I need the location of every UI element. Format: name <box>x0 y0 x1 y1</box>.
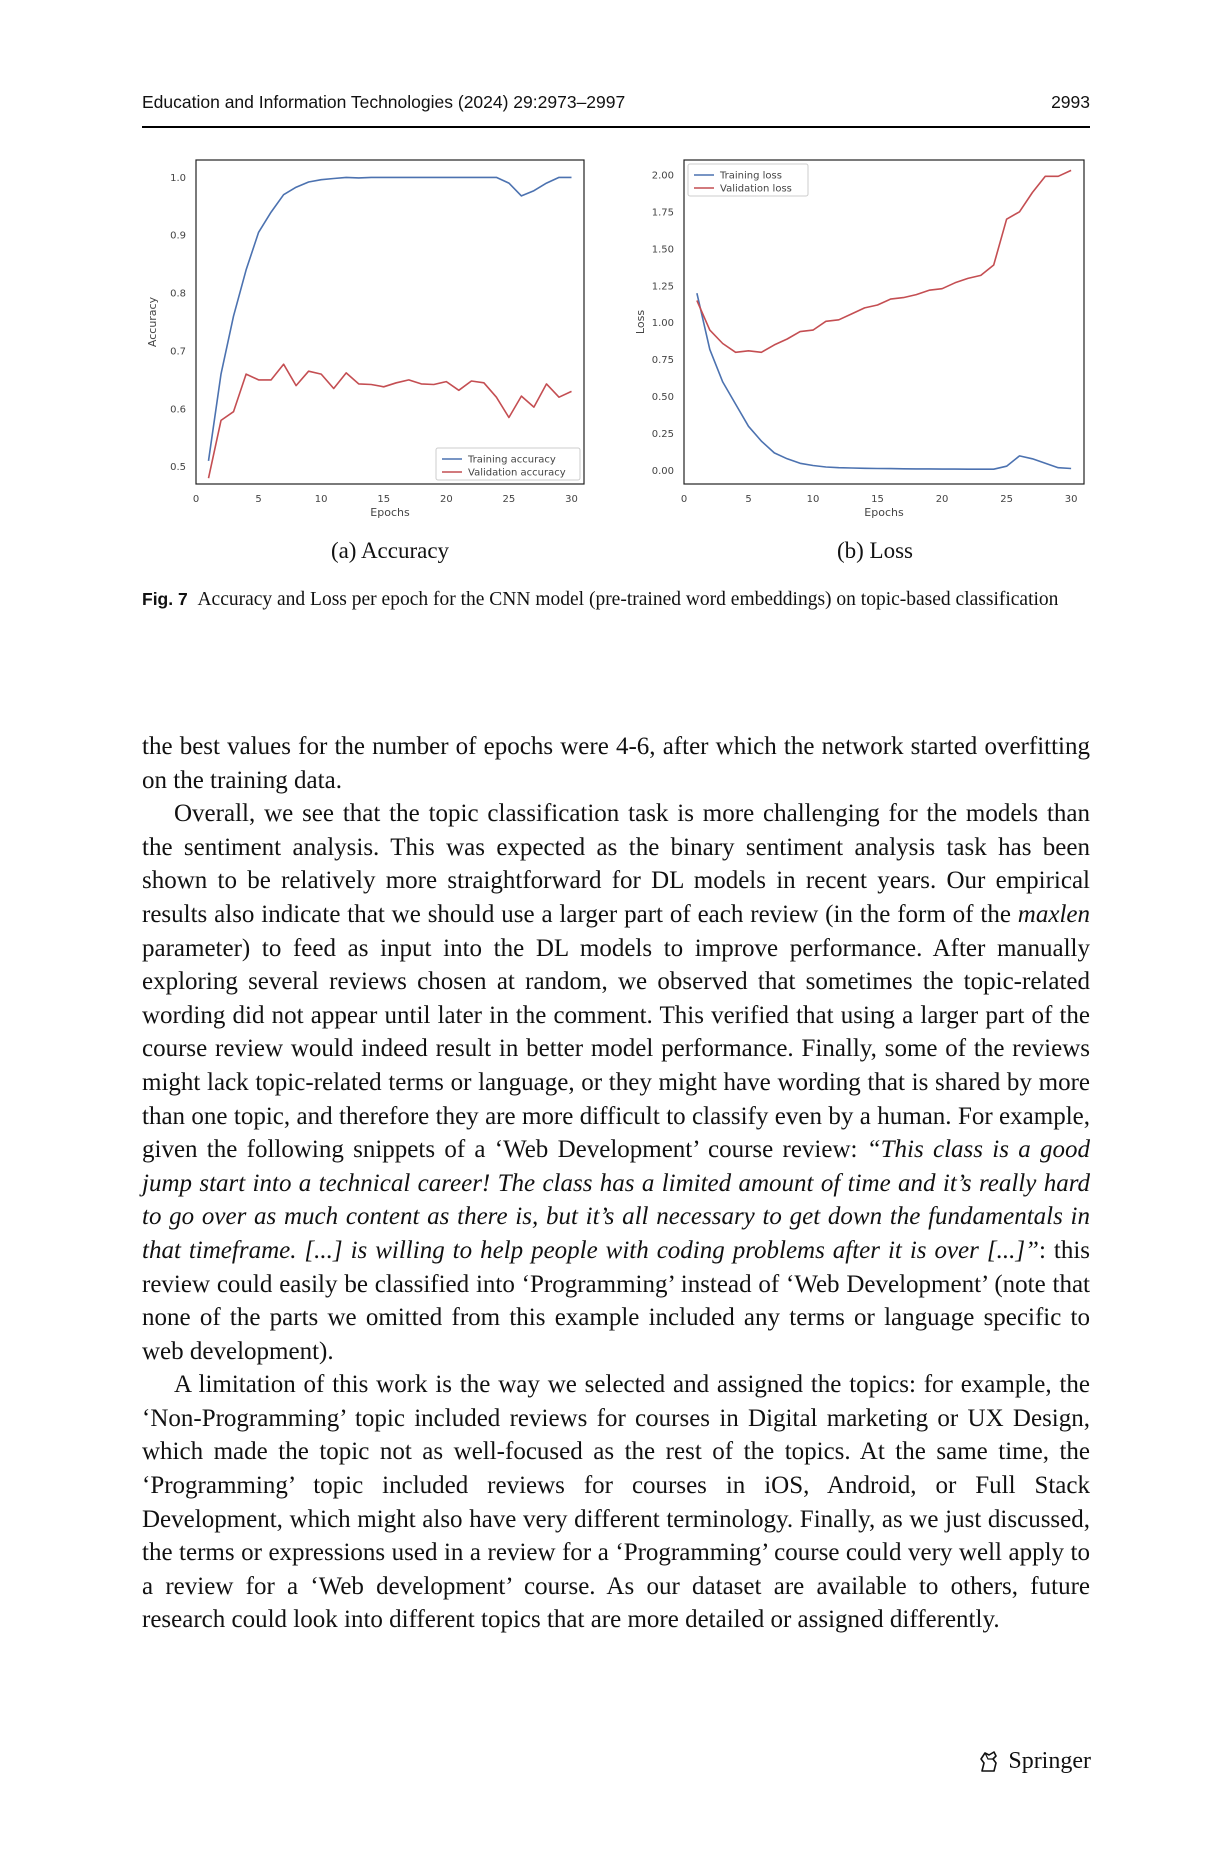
publisher-footer <box>976 1748 1091 1775</box>
y-tick-label: 1.0 <box>170 172 186 184</box>
journal-citation: Education and Information Technologies (2024) 29:2973–2997 <box>142 92 626 112</box>
plot-frame <box>196 160 584 484</box>
x-tick-label: 20 <box>439 494 453 505</box>
accuracy-chart <box>142 152 590 532</box>
paragraph-2-part-c: : this review could easily be classified into ‘Programming’ instead of ‘Web Development’ (note that none of the parts we omitted from this example included any terms or language specific to web development). <box>142 1236 1090 1365</box>
paragraph-1: the best values for the number of epochs were 4-6, after which the network started overfitting on the training data. <box>142 733 1090 794</box>
springer-horse-icon <box>976 1749 1002 1775</box>
figure-caption-text: Accuracy and Loss per epoch for the CNN model (pre-trained word embeddings) on topic-based classification <box>197 589 1059 610</box>
y-tick-label: 0.75 <box>651 355 674 367</box>
series-line-training-accuracy <box>209 177 572 461</box>
x-tick-label: 5 <box>745 494 752 505</box>
running-header <box>142 90 1090 128</box>
y-tick-label: 1.25 <box>651 281 674 293</box>
subcaption-loss: (b) Loss <box>836 538 914 563</box>
x-axis-label: Epochs <box>370 506 410 519</box>
y-tick-label: 0.8 <box>170 288 186 300</box>
loss-chart <box>630 152 1090 532</box>
loss-chart-svg <box>630 152 1090 532</box>
y-tick-label: 1.50 <box>651 244 674 256</box>
x-tick-label: 20 <box>935 494 949 505</box>
page-number: 2993 <box>1051 92 1090 112</box>
subcaption-accuracy: (a) Accuracy <box>330 538 450 563</box>
maxlen-term: maxlen <box>1017 900 1090 928</box>
y-tick-label: 0.25 <box>651 429 674 441</box>
review-quote: “This class is a good jump start into a technical career! The class has a limited amount of time and it’s really hard to go over as much content as there is, but it’s all necessary to get down the fundamentals in that timeframe. [...] is willing to help people with coding problems after it is over [...]” <box>142 1136 1090 1264</box>
x-tick-label: 30 <box>565 494 578 505</box>
y-tick-label: 1.75 <box>651 207 674 219</box>
y-tick-label: 0.50 <box>651 392 674 404</box>
legend-entry: Validation loss <box>720 183 792 195</box>
y-tick-label: 0.5 <box>170 462 186 474</box>
x-tick-label: 0 <box>680 494 688 505</box>
x-tick-label: 25 <box>1000 494 1013 505</box>
legend-entry: Validation accuracy <box>468 467 566 479</box>
x-tick-label: 10 <box>314 494 328 505</box>
y-tick-label: 2.00 <box>651 170 674 182</box>
x-tick-label: 0 <box>192 494 200 505</box>
publisher-name: Springer <box>1008 1748 1091 1774</box>
paragraph-3: A limitation of this work is the way we selected and assigned the topics: for example, the ‘Non-Programming’ topic included reviews for courses in Digital marketing or UX Design, which made the topic not as well-focused as the rest of the topics. At the same time, the ‘Programming’ topic included reviews for courses in iOS, Android, or Full Stack Development, which might also have very different terminology. Finally, as we just discussed, the terms or expressions used in a review for a ‘Programming’ course could very well apply to a review for a ‘Web development’ course. As our dataset are available to others, future research could look into different topics that are more detailed or assigned differently. <box>142 1371 1090 1634</box>
x-tick-label: 30 <box>1064 494 1078 505</box>
y-axis-label: Accuracy <box>146 296 159 348</box>
x-tick-label: 15 <box>871 494 884 505</box>
x-tick-label: 5 <box>255 494 262 505</box>
body-text <box>142 730 1090 1637</box>
y-tick-label: 1.00 <box>651 318 674 330</box>
x-tick-label: 25 <box>502 494 516 505</box>
x-tick-label: 10 <box>806 494 820 505</box>
figure-label: Fig. 7 <box>142 589 188 609</box>
paragraph-2-part-b: parameter) to feed as input into the DL models to improve performance. After manually exploring several reviews chosen at random, we observed that sometimes the topic-related wording did not appear until later in the comment. This verified that using a larger part of the course review would indeed result in better model performance. Finally, some of the reviews might lack topic-related terms or language, or they might have wording that is shared by more than one topic, and therefore they are more difficult to classify even by a human. For example, given the following snippets of a ‘Web Development’ course review: <box>142 934 1090 1164</box>
legend-entry: Training loss <box>720 170 782 182</box>
y-tick-label: 0.9 <box>170 230 186 242</box>
series-line-validation-loss <box>697 170 1071 352</box>
plot-frame <box>684 160 1084 484</box>
x-tick-label: 15 <box>377 494 391 505</box>
paragraph-2 <box>142 797 1090 1368</box>
series-line-training-loss <box>697 293 1071 469</box>
y-tick-label: 0.00 <box>651 466 674 478</box>
y-tick-label: 0.7 <box>170 346 186 358</box>
x-axis-label: Epochs <box>864 506 904 519</box>
figure-caption <box>142 586 1090 613</box>
accuracy-chart-svg <box>142 152 590 532</box>
y-axis-label: Loss <box>634 309 647 335</box>
y-tick-label: 0.6 <box>170 404 186 416</box>
paragraph-2-part-a: Overall, we see that the topic classification task is more challenging for the models than the sentiment analysis. This was expected as the binary sentiment analysis task has been shown to be relatively more straightforward for DL models in recent years. Our empirical results also indicate that we should use a larger part of each review (in the form of the <box>142 800 1090 928</box>
legend-entry: Training accuracy <box>468 454 556 466</box>
